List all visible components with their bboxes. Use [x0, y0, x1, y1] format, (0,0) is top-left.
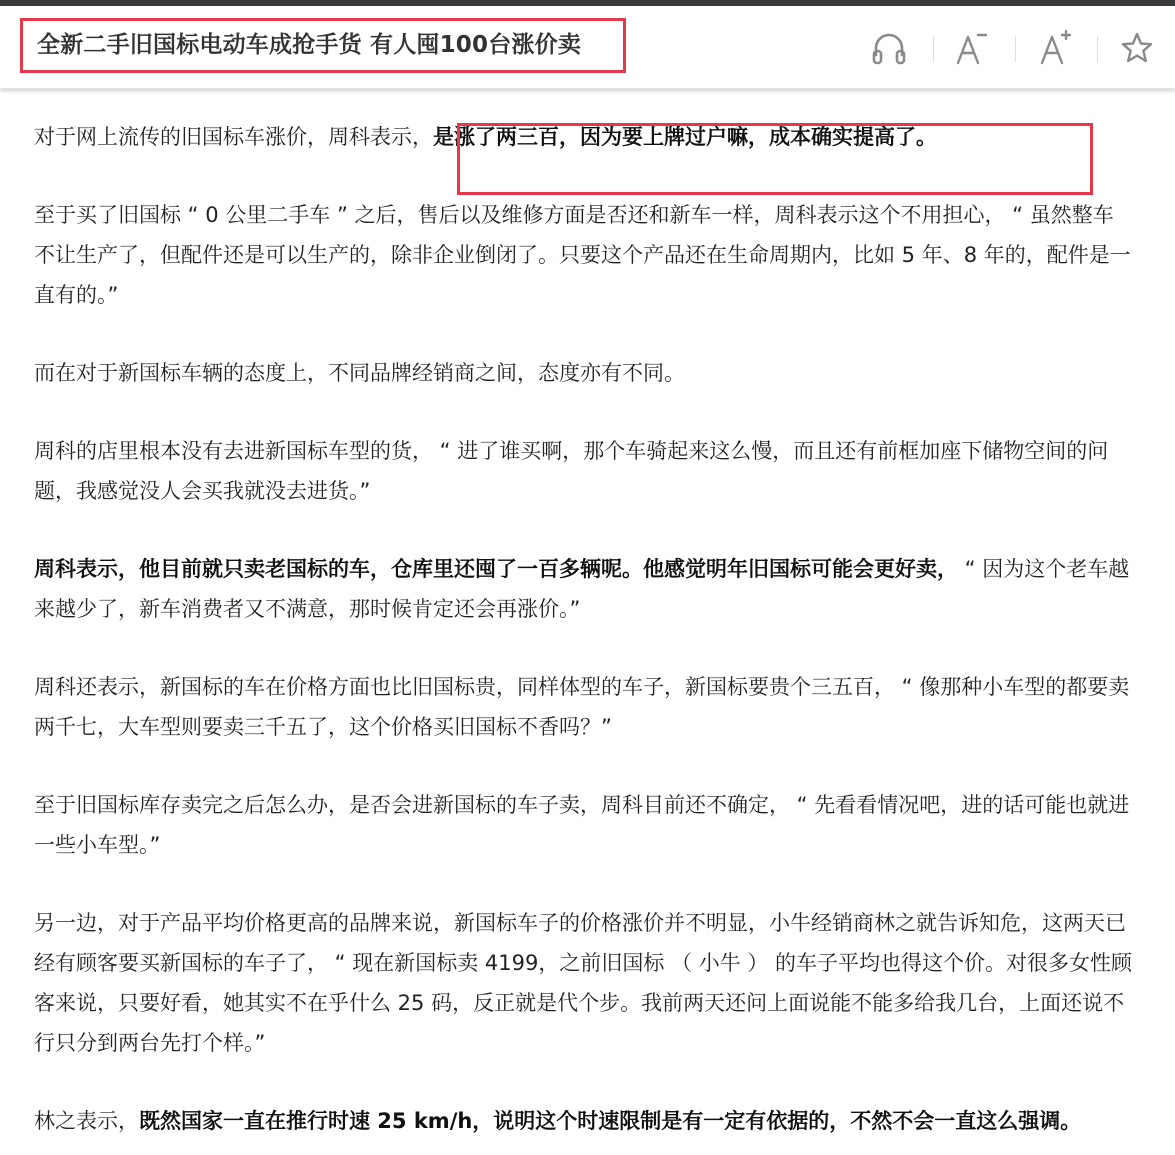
reader-toolbar — [835, 6, 1175, 88]
headphones-icon — [870, 29, 908, 67]
font-increase-button[interactable] — [1035, 28, 1075, 68]
paragraph — [34, 117, 1134, 157]
toolbar-divider — [1097, 36, 1098, 62]
paragraph: 另一边，对于产品平均价格更高的品牌来说，新国标车子的价格涨价并不明显，小牛经销商林之就告诉知危，这两天已经有顾客要买新国标的车子了， “ 现在新国标卖 4199，之前旧国标 （ 小牛 ） 的车子平均也得这个价。对很多女性顾客来说，只要好看，她其实不在乎什么 25 码，反正就是代个步。我前两天还问上面说能不能多给我几台，上面还说不行只分到两台先打个样。” — [34, 911, 1133, 1055]
star-icon — [1120, 31, 1154, 65]
paragraph: 至于买了旧国标 “ 0 公里二手车 ” 之后，售后以及维修方面是否还和新车一样，周科表示这个不用担心， “ 虽然整车不让生产了，但配件还是可以生产的，除非企业倒闭了。只要这个产品还在生命周期内，比如 5 年、8 年的，配件是一直有的。” — [34, 203, 1131, 307]
paragraph: 而在对于新国标车辆的态度上，不同品牌经销商之间，态度亦有不同。 — [34, 361, 685, 385]
paragraph: 至于旧国标库存卖完之后怎么办，是否会进新国标的车子卖，周科目前还不确定， “ 先看看情况吧，进的话可能也就进一些小车型。” — [34, 793, 1130, 857]
title-annotation-box — [20, 18, 626, 73]
listen-button[interactable] — [869, 28, 909, 68]
paragraph-text: 林之表示， — [34, 1109, 139, 1133]
font-decrease-icon — [952, 29, 990, 67]
paragraph — [34, 1101, 1134, 1141]
article-body — [34, 88, 1134, 1141]
paragraph-text: “ 因为这个老车越来越少了，新车消费者又不满意，那时候肯定还会再涨价。” — [34, 557, 1130, 621]
paragraph: 周科还表示，新国标的车在价格方面也比旧国标贵，同样体型的车子，新国标要贵个三五百， “ 像那种小车型的都要卖两千七，大车型则要卖三千五了，这个价格买旧国标不香吗？” — [34, 675, 1130, 739]
toolbar-divider — [933, 36, 934, 62]
paragraph-text: 对于网上流传的旧国标车涨价，周科表示， — [34, 125, 433, 149]
article-header — [0, 6, 1175, 89]
paragraph — [34, 549, 1134, 629]
bold-text: 既然国家一直在推行时速 25 km/h，说明这个时速限制是有一定有依据的，不然不会一直这么强调。 — [139, 1109, 1082, 1133]
bold-text: 是涨了两三百，因为要上牌过户嘛，成本确实提高了。 — [433, 125, 937, 149]
font-increase-icon — [1036, 29, 1074, 67]
favorite-button[interactable] — [1117, 28, 1157, 68]
paragraph: 周科的店里根本没有去进新国标车型的货， “ 进了谁买啊，那个车骑起来这么慢，而且还有前框加座下储物空间的问题，我感觉没人会买我就没去进货。” — [34, 439, 1109, 503]
toolbar-divider — [1015, 36, 1016, 62]
article-title: 全新二手旧国标电动车成抢手货 有人囤100台涨价卖 — [37, 32, 582, 58]
bold-text: 周科表示，他目前就只卖老国标的车，仓库里还囤了一百多辆呢。他感觉明年旧国标可能会更好卖， — [34, 557, 958, 581]
font-decrease-button[interactable] — [951, 28, 991, 68]
